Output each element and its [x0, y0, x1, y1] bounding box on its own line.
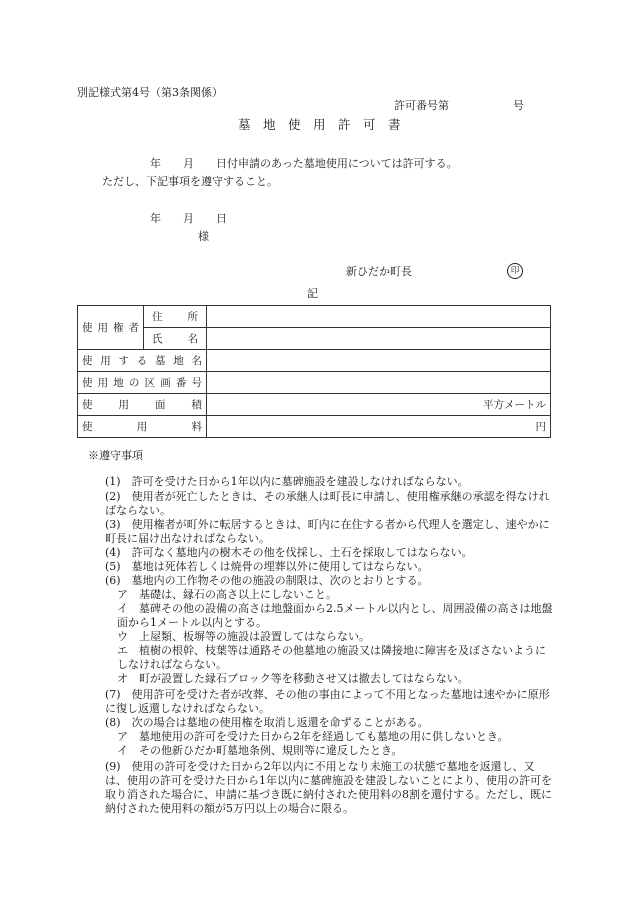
fee-label: 使用料: [78, 416, 207, 438]
fee-field[interactable]: [207, 416, 551, 438]
note-8-a: ア 墓地使用の許可を受けた日から2年を経過しても墓地の用に供しないとき。: [117, 730, 509, 743]
note-6-e: [117, 644, 553, 672]
note-6: (6) 墓地内の工作物その他の施設の制限は、次のとおりとする。: [105, 574, 429, 587]
permit-number-suffix: 号: [513, 99, 524, 112]
notes-heading: ※遵守事項: [88, 449, 143, 462]
note-9-text: (9) 使用の許可を受けた日から2年以内に不用となり未施工の状態で墓地を返還し、又は、使用の許可を受けた日から1年以内に墓碑施設を建設しないことにより、使用の許可を取り消された場合に、申請に基づき既に納付された使用料の8割を還付する。ただし、既に納付された使用料の額が5万円以上の場合に限る。: [105, 760, 552, 815]
note-3-text: (3) 使用権者が町外に転居するときは、町内に在住する者から代理人を選定し、速やかに町長に届け出なければならない。: [105, 518, 550, 545]
note-6-i-text: イ 墓碑その他の設備の高さは地盤面から2.5メートル以内とし、周囲設備の高さは地盤面から1メートル以内とする。: [117, 602, 553, 629]
statement-line-1: 年 月 日付申請のあった墓地使用については許可する。: [150, 157, 458, 170]
note-8: (8) 次の場合は墓地の使用権を取消し返還を命ずることがある。: [105, 716, 429, 729]
address-field[interactable]: [207, 306, 551, 328]
note-7-text: (7) 使用許可を受けた者が改葬、その他の事由によって不用となった墓地は速やかに原形に復し返還しなければならない。: [105, 688, 550, 715]
user-label: 使用権者: [78, 306, 144, 350]
note-8-i: イ その他新ひだか町墓地条例、規則等に違反したとき。: [117, 744, 403, 757]
cemetery-label: 使用する墓地名: [78, 350, 207, 372]
note-6-a: ア 基礎は、縁石の高さ以上にしないこと。: [117, 588, 337, 601]
name-field[interactable]: [207, 328, 551, 350]
permit-number-label: 許可番号第: [394, 99, 449, 112]
fee-unit: 円: [535, 421, 546, 433]
statement-line-2: ただし、下記事項を遵守すること。: [102, 175, 278, 188]
note-9: [105, 760, 553, 816]
note-4: (4) 許可なく墓地内の樹木その他を伐採し、土石を採取してはならない。: [105, 546, 473, 559]
note-7: [105, 688, 553, 716]
note-2: [105, 490, 553, 518]
table-row: [78, 306, 551, 328]
note-2-text: (2) 使用者が死亡したときは、その承継人は町長に申請し、使用権承継の承認を得なければならない。: [105, 490, 550, 517]
cemetery-field[interactable]: [207, 350, 551, 372]
note-6-u: ウ 上屋類、板塀等の施設は設置してはならない。: [117, 630, 370, 643]
name-label: 氏 名: [144, 328, 207, 350]
ki-marker: 記: [307, 287, 318, 300]
note-3: [105, 518, 553, 546]
plot-number-label: 使用地の区画番号: [78, 372, 207, 394]
table-row: [78, 350, 551, 372]
note-1: (1) 許可を受けた日から1年以内に墓碑施設を建設しなければならない。: [105, 475, 469, 488]
document-title: 墓 地 使 用 許 可 書: [238, 117, 401, 132]
permit-table: [77, 305, 551, 438]
form-number: 別記様式第4号（第3条関係）: [77, 86, 223, 99]
area-field[interactable]: [207, 394, 551, 416]
table-row: [78, 416, 551, 438]
plot-number-field[interactable]: [207, 372, 551, 394]
note-6-e-text: エ 植樹の根幹、枝葉等は通路その他墓地の施設又は隣接地に障害を及ぼさないようにしなければならない。: [117, 644, 546, 671]
table-row: [78, 372, 551, 394]
table-row: [78, 328, 551, 350]
area-label: 使用面積: [78, 394, 207, 416]
area-unit: 平方メートル: [483, 399, 546, 411]
table-row: [78, 394, 551, 416]
note-5: (5) 墓地は死体若しくは焼骨の埋葬以外に使用してはならない。: [105, 560, 429, 573]
seal-mark: 印: [507, 263, 523, 279]
issuer: 新ひだか町長: [346, 265, 412, 278]
date-line: 年 月 日: [150, 212, 227, 225]
note-6-o: オ 町が設置した縁石ブロック等を移動させ又は撤去してはならない。: [117, 672, 469, 685]
note-6-i: [117, 602, 553, 630]
address-label: 住 所: [144, 306, 207, 328]
addressee-suffix: 様: [198, 230, 209, 243]
